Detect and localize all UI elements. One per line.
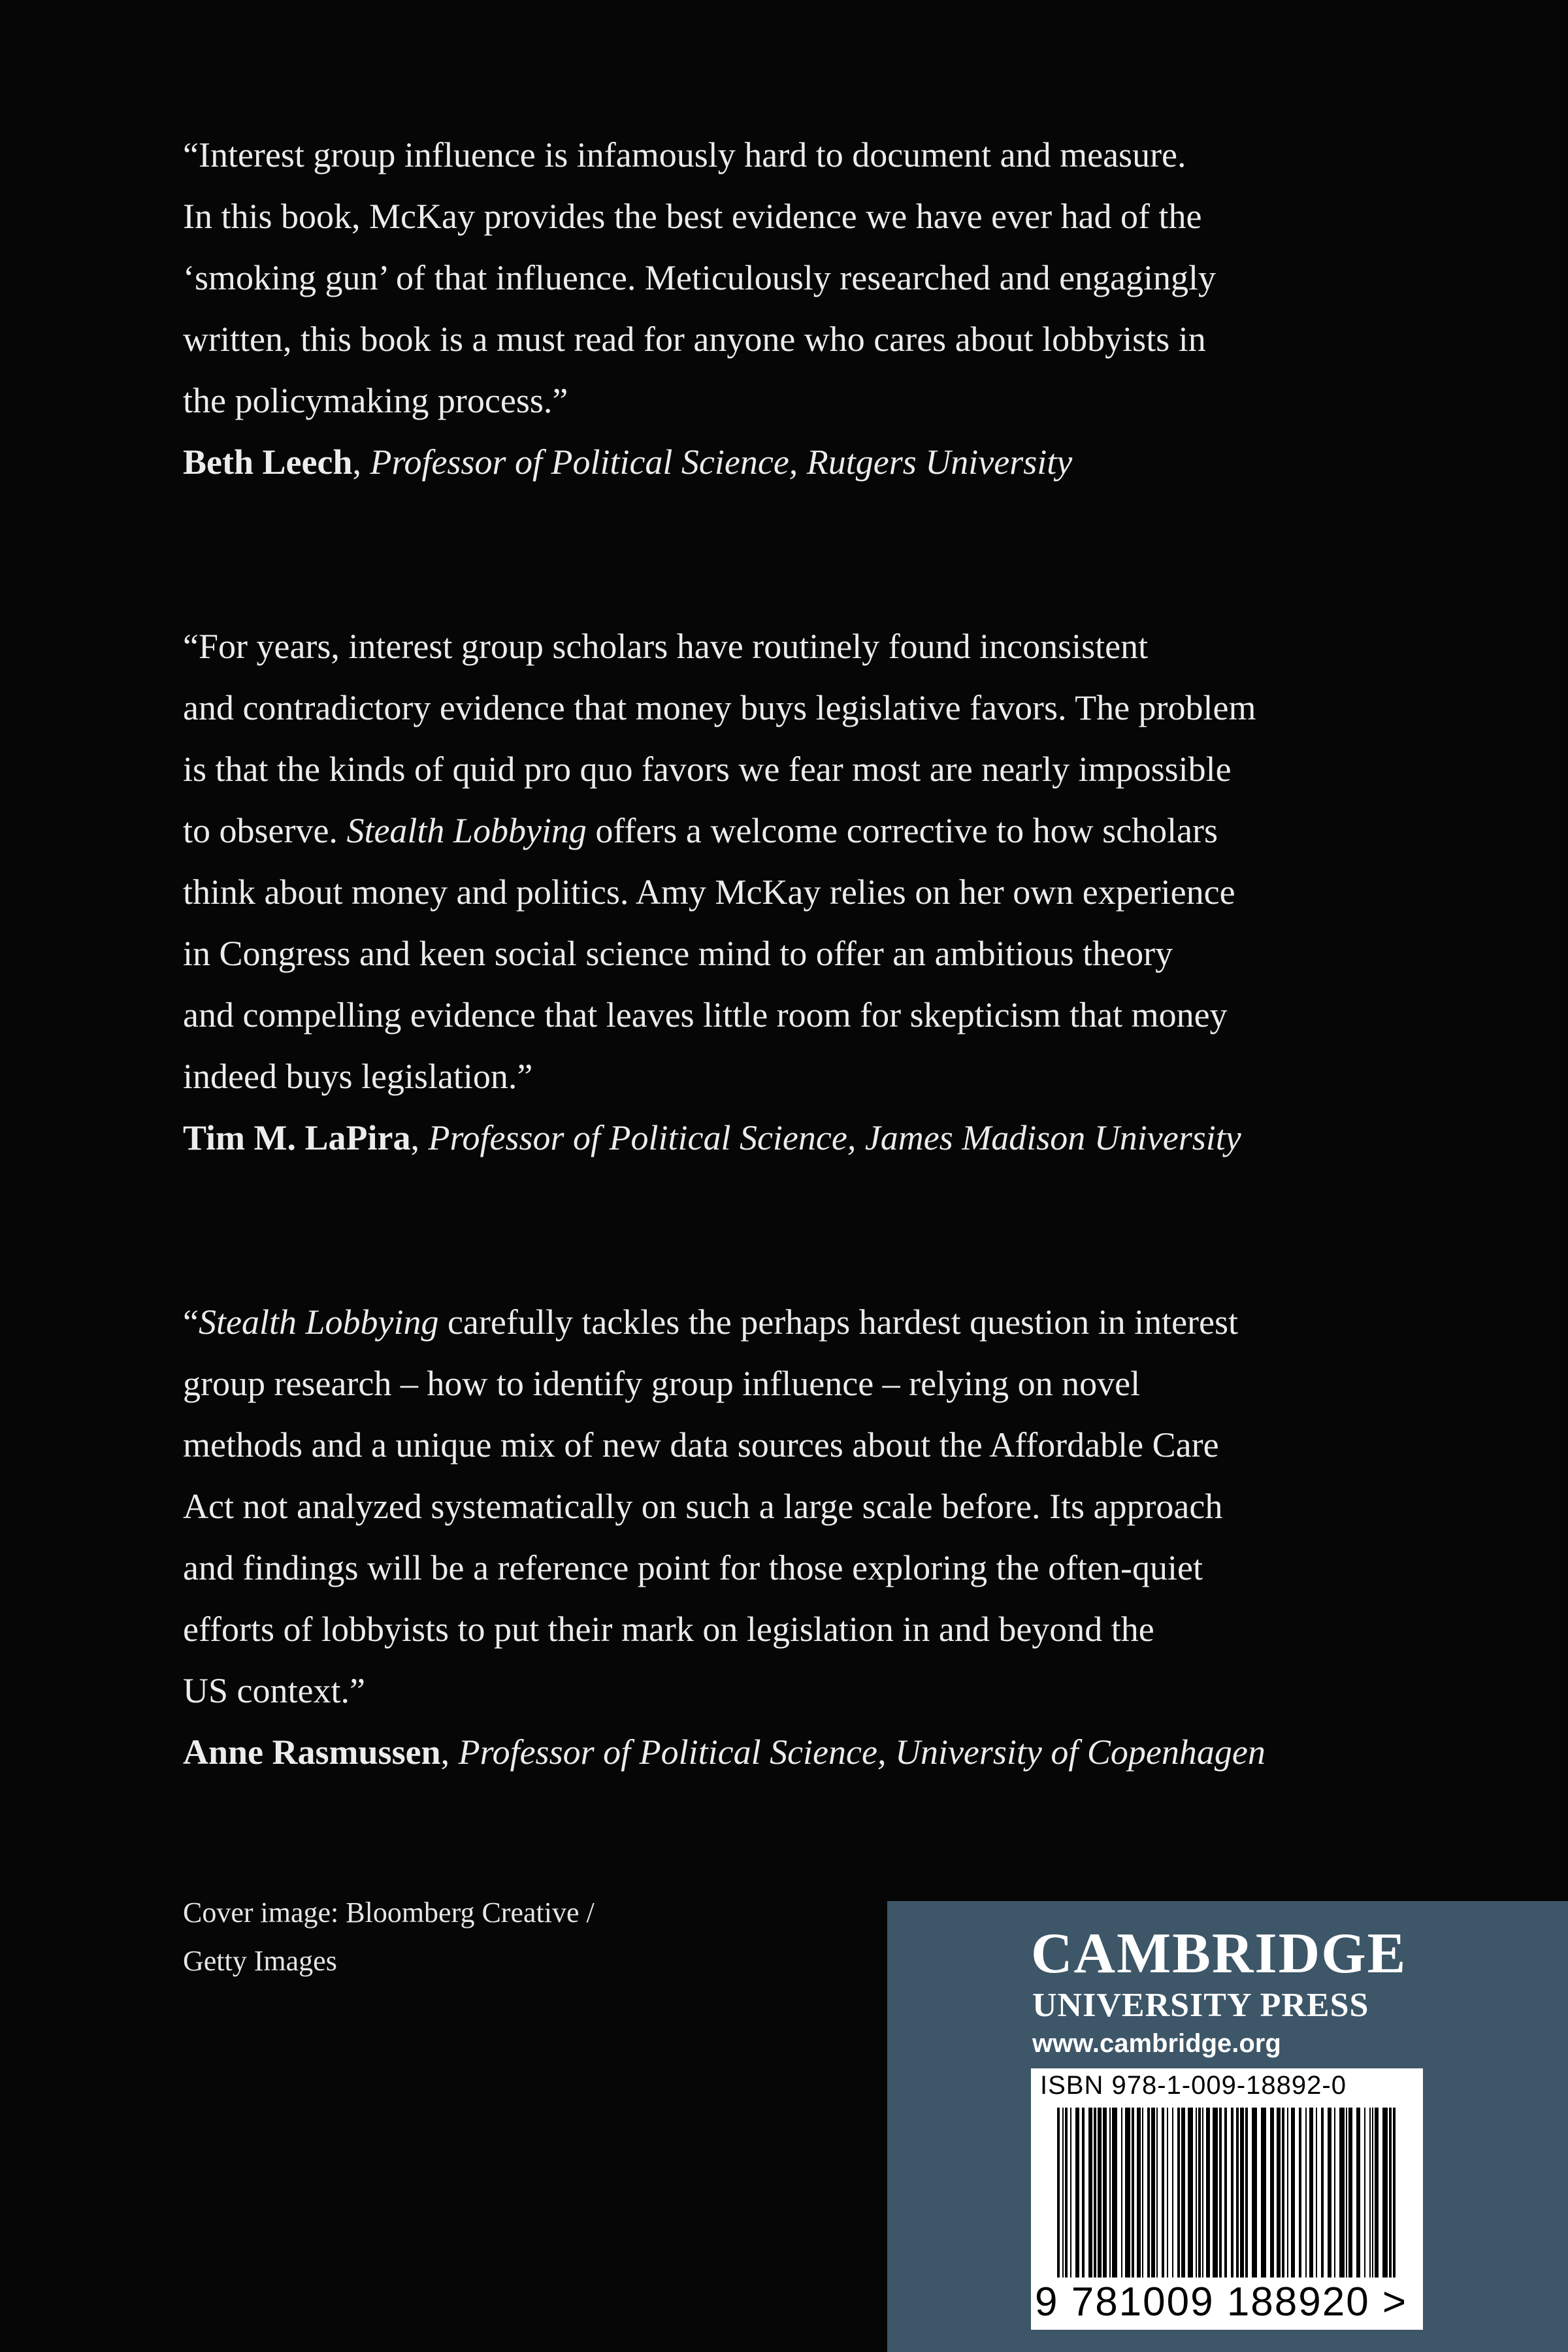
quote-line: methods and a unique mix of new data sources about the Affordable Care xyxy=(183,1425,1219,1465)
barcode-bar xyxy=(1369,2108,1371,2277)
barcode-bar xyxy=(1346,2108,1347,2277)
endorser-affiliation: Professor of Political Science, University of Copenhagen xyxy=(458,1732,1266,1772)
quote-line: “For years, interest group scholars have routinely found inconsistent xyxy=(183,627,1149,666)
barcode-bar xyxy=(1070,2108,1071,2277)
book-title: Stealth Lobbying xyxy=(346,811,587,850)
attribution: Anne Rasmussen, Professor of Political Science, University of Copenhagen xyxy=(183,1732,1266,1772)
quote-line: think about money and politics. Amy McKay relies on her own experience xyxy=(183,872,1235,912)
endorsements xyxy=(183,124,1411,1906)
barcode-bar xyxy=(1147,2108,1150,2277)
barcode-bar xyxy=(1196,2108,1197,2277)
isbn-barcode xyxy=(1031,2068,1423,2330)
barcode-bar xyxy=(1305,2108,1307,2277)
barcode-bar xyxy=(1103,2108,1107,2277)
barcode-bar xyxy=(1094,2108,1096,2277)
barcode-bar xyxy=(1328,2108,1331,2277)
quote-line: “Interest group influence is infamously hard to document and measure. xyxy=(183,135,1186,174)
barcode-bar xyxy=(1098,2108,1102,2277)
quote-line: and contradictory evidence that money buys legislative favors. The problem xyxy=(183,688,1256,727)
endorsement-2 xyxy=(183,616,1411,1168)
barcode-bar xyxy=(1245,2108,1248,2277)
barcode-bar xyxy=(1291,2108,1295,2277)
barcode-bar xyxy=(1277,2108,1281,2277)
barcode-bar xyxy=(1177,2108,1180,2277)
barcode-bar xyxy=(1142,2108,1143,2277)
endorsement-1 xyxy=(183,124,1411,493)
barcode-bar xyxy=(1082,2108,1085,2277)
barcode-bar xyxy=(1137,2108,1141,2277)
quote-line: written, this book is a must read for anyone who cares about lobbyists in xyxy=(183,320,1206,359)
quote-line: In this book, McKay provides the best evidence we have ever had of the xyxy=(183,197,1202,236)
endorser-name: Beth Leech xyxy=(183,442,353,482)
publisher-subtitle: UNIVERSITY PRESS xyxy=(1032,1987,1369,2024)
barcode-bar xyxy=(1334,2108,1335,2277)
quote-line: and findings will be a reference point for those exploring the often-quiet xyxy=(183,1548,1203,1587)
barcode-bar xyxy=(1389,2108,1392,2277)
barcode-bar xyxy=(1231,2108,1233,2277)
quote-line: and compelling evidence that leaves little room for skepticism that money xyxy=(183,995,1228,1035)
barcode-bar xyxy=(1206,2108,1210,2277)
quote-line: the policymaking process.” xyxy=(183,381,568,420)
barcode-bar xyxy=(1299,2108,1301,2277)
endorser-name: Anne Rasmussen xyxy=(183,1732,441,1772)
quote-line: to observe. Stealth Lobbying offers a welcome corrective to how scholars xyxy=(183,811,1218,850)
endorser-affiliation: Professor of Political Science, Rutgers University xyxy=(370,442,1073,482)
barcode-bar xyxy=(1382,2108,1388,2277)
barcode-bar xyxy=(1075,2108,1079,2277)
barcode-bar xyxy=(1287,2108,1288,2277)
barcode-bar xyxy=(1240,2108,1244,2277)
barcode-bar xyxy=(1224,2108,1227,2277)
quote-line: ‘smoking gun’ of that influence. Meticulously researched and engagingly xyxy=(183,258,1217,297)
barcode-bar xyxy=(1356,2108,1360,2277)
barcode-bar xyxy=(1167,2108,1168,2277)
endorser-affiliation: Professor of Political Science, James Madison University xyxy=(428,1118,1241,1157)
barcode-bar xyxy=(1172,2108,1173,2277)
barcode-bar xyxy=(1219,2108,1222,2277)
barcode-digits: 9 781009 188920 > xyxy=(1035,2279,1408,2325)
attribution: Beth Leech, Professor of Political Science, Rutgers University xyxy=(183,442,1073,482)
barcode-bar xyxy=(1321,2108,1324,2277)
barcode-bar xyxy=(1348,2108,1352,2277)
barcode-bar xyxy=(1198,2108,1201,2277)
quote-line: group research – how to identify group influence – relying on novel xyxy=(183,1364,1141,1403)
credit-line: Cover image: Bloomberg Creative / xyxy=(183,1897,595,1929)
quote-line: “Stealth Lobbying carefully tackles the perhaps hardest question in interest xyxy=(183,1302,1239,1342)
barcode-bar xyxy=(1202,2108,1203,2277)
isbn-label: ISBN 978-1-009-18892-0 xyxy=(1040,2071,1347,2100)
barcode-bar xyxy=(1156,2108,1158,2277)
barcode-bar xyxy=(1151,2108,1155,2277)
barcode-bar xyxy=(1282,2108,1284,2277)
barcode-bar xyxy=(1112,2108,1117,2277)
quote-line: Act not analyzed systematically on such a large scale before. Its approach xyxy=(183,1487,1223,1526)
publisher-panel xyxy=(887,1901,1568,2352)
barcode-bar xyxy=(1372,2108,1373,2277)
barcode-bar xyxy=(1125,2108,1130,2277)
barcode-bar xyxy=(1062,2108,1064,2277)
cover-image-credit xyxy=(183,1889,771,1985)
barcode-bars xyxy=(1057,2108,1403,2277)
publisher-name: CAMBRIDGE xyxy=(1031,1922,1407,1985)
quote-line: efforts of lobbyists to put their mark on legislation in and beyond the xyxy=(183,1610,1154,1649)
barcode-bar xyxy=(1309,2108,1313,2277)
barcode-bar xyxy=(1252,2108,1257,2277)
quote-line: US context.” xyxy=(183,1671,365,1710)
barcode-bar xyxy=(1188,2108,1193,2277)
quote-line: is that the kinds of quid pro quo favors we fear most are nearly impossible xyxy=(183,750,1232,789)
endorser-name: Tim M. LaPira xyxy=(183,1118,411,1157)
barcode-bar xyxy=(1065,2108,1068,2277)
barcode-bar xyxy=(1088,2108,1092,2277)
barcode-bar xyxy=(1213,2108,1218,2277)
quote-line: indeed buys legislation.” xyxy=(183,1057,533,1096)
attribution: Tim M. LaPira, Professor of Political Science, James Madison University xyxy=(183,1118,1241,1157)
barcode-bar xyxy=(1364,2108,1365,2277)
barcode-bar xyxy=(1057,2108,1060,2277)
credit-line: Getty Images xyxy=(183,1945,337,1977)
barcode-bar xyxy=(1339,2108,1345,2277)
barcode-bar xyxy=(1375,2108,1379,2277)
quote-line: in Congress and keen social science mind to offer an ambitious theory xyxy=(183,934,1173,973)
book-title: Stealth Lobbying xyxy=(198,1302,439,1342)
barcode-bar xyxy=(1109,2108,1111,2277)
publisher-url: www.cambridge.org xyxy=(1032,2029,1281,2058)
barcode-bar xyxy=(1181,2108,1185,2277)
barcode-bar xyxy=(1162,2108,1164,2277)
endorsement-3 xyxy=(183,1291,1411,1783)
barcode-bar xyxy=(1393,2108,1396,2277)
barcode-bar xyxy=(1132,2108,1134,2277)
barcode-bar xyxy=(1261,2108,1266,2277)
barcode-bar xyxy=(1121,2108,1122,2277)
barcode-bar xyxy=(1236,2108,1239,2277)
barcode-bar xyxy=(1270,2108,1274,2277)
barcode-bar xyxy=(1316,2108,1317,2277)
